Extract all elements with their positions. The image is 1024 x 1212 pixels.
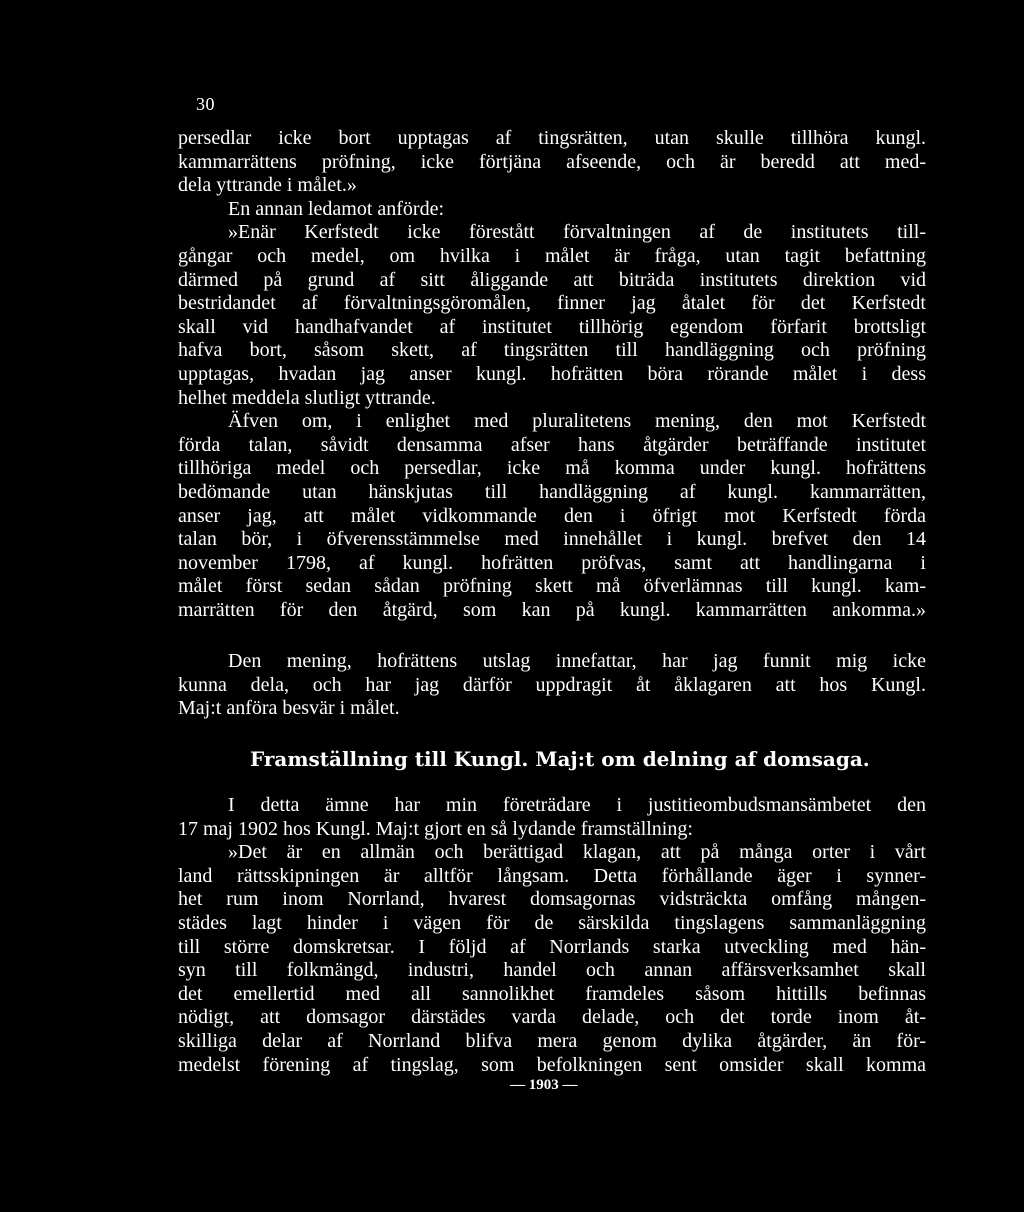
- text-line: det emellertid med all sannolikhet framdeles såsom hittills befinnas: [178, 982, 926, 1005]
- text-line: nödigt, att domsagor därstädes varda delade, och det torde inom åt-: [178, 1006, 926, 1029]
- page-number: 30: [196, 94, 215, 114]
- text-line: tillhöriga medel och persedlar, icke må komma under kungl. hofrättens: [178, 457, 926, 480]
- text-line: därmed på grund af sitt åliggande att biträda institutets direktion vid: [178, 268, 926, 291]
- text-line: kunna dela, och har jag därför uppdragit åt åklagaren att hos Kungl.: [178, 673, 926, 696]
- text-line: förda talan, såvidt densamma afser hans åtgärder beträffande institutet: [178, 433, 926, 456]
- text-line: persedlar icke bort upptagas af tingsrätten, utan skulle tillhöra kungl.: [178, 127, 926, 149]
- text-line: talan bör, i öfverensstämmelse med innehållet i kungl. brefvet den 14: [178, 528, 926, 551]
- text-line: anser jag, att målet vidkommande den i öfrigt mot Kerfstedt förda: [178, 504, 926, 527]
- text-line: Den mening, hofrättens utslag innefattar, har jag funnit mig icke: [228, 650, 926, 672]
- text-line: het rum inom Norrland, hvarest domsagornas vidsträckta omfång mången-: [178, 888, 926, 911]
- text-line: marrätten för den åtgärd, som kan på kungl. kammarrätten ankomma.»: [178, 598, 926, 621]
- text-line: dela yttrande i målet.»: [178, 174, 357, 197]
- text-line: målet först sedan sådan pröfning skett må öfverlämnas till kungl. kam-: [178, 575, 926, 598]
- text-block-opinions: [178, 127, 926, 622]
- text-line: upptagas, hvadan jag anser kungl. hofrätten böra rörande målet i dess: [178, 362, 926, 385]
- text-line: Äfven om, i enlighet med pluralitetens mening, den mot Kerfstedt: [228, 410, 926, 433]
- text-line: 17 maj 1902 hos Kungl. Maj:t gjort en så lydande framställning:: [178, 817, 693, 840]
- text-line: bestridandet af förvaltningsgöromålen, finner jag åtalet för det Kerfstedt: [178, 292, 926, 315]
- text-block-petition: [178, 794, 926, 1077]
- text-line: »Det är en allmän och berättigad klagan, att på många orter i vårt: [228, 841, 926, 864]
- text-line: I detta ämne har min företrädare i justitieombudsmansämbetet den: [228, 794, 926, 816]
- text-line: helhet meddela slutligt yttrande.: [178, 386, 436, 409]
- page-footer-year: — 1903 —: [510, 1077, 578, 1093]
- text-line: bedömande utan hänskjutas till handläggning af kungl. kammarrätten,: [178, 480, 926, 503]
- text-line: land rättsskipningen är alltför långsam. Detta förhållande äger i synner-: [178, 864, 926, 887]
- text-line: En annan ledamot anförde:: [228, 197, 445, 220]
- text-line: Maj:t anföra besvär i målet.: [178, 697, 400, 720]
- text-line: syn till folkmängd, industri, handel och annan affärsverksamhet skall: [178, 959, 926, 982]
- text-line: hafva bort, såsom skett, af tingsrätten till handläggning och pröfning: [178, 339, 926, 362]
- text-line: till större domskretsar. I följd af Norrlands starka utveckling med hän-: [178, 935, 926, 958]
- text-line: gångar och medel, om hvilka i målet är fråga, utan tagit befattning: [178, 244, 926, 267]
- text-line: »Enär Kerfstedt icke förestått förvaltningen af de institutets till-: [228, 221, 926, 244]
- text-line: städes lagt hinder i vägen för de särskilda tingslagens sammanläggning: [178, 911, 926, 934]
- text-line: kammarrättens pröfning, icke förtjäna afseende, och är beredd att med-: [178, 150, 926, 173]
- text-line: november 1798, af kungl. hofrätten pröfvas, samt att handlingarna i: [178, 551, 926, 574]
- text-line: skall vid handhafvandet af institutet tillhörig egendom förfarit brottsligt: [178, 315, 926, 338]
- section-heading: Framställning till Kungl. Maj:t om delning af domsaga.: [250, 747, 870, 771]
- text-block-conclusion: [178, 650, 926, 721]
- text-line: medelst förening af tingslag, som befolkningen sent omsider skall komma: [178, 1053, 926, 1076]
- text-line: skilliga delar af Norrland blifva mera genom dylika åtgärder, än för-: [178, 1029, 926, 1052]
